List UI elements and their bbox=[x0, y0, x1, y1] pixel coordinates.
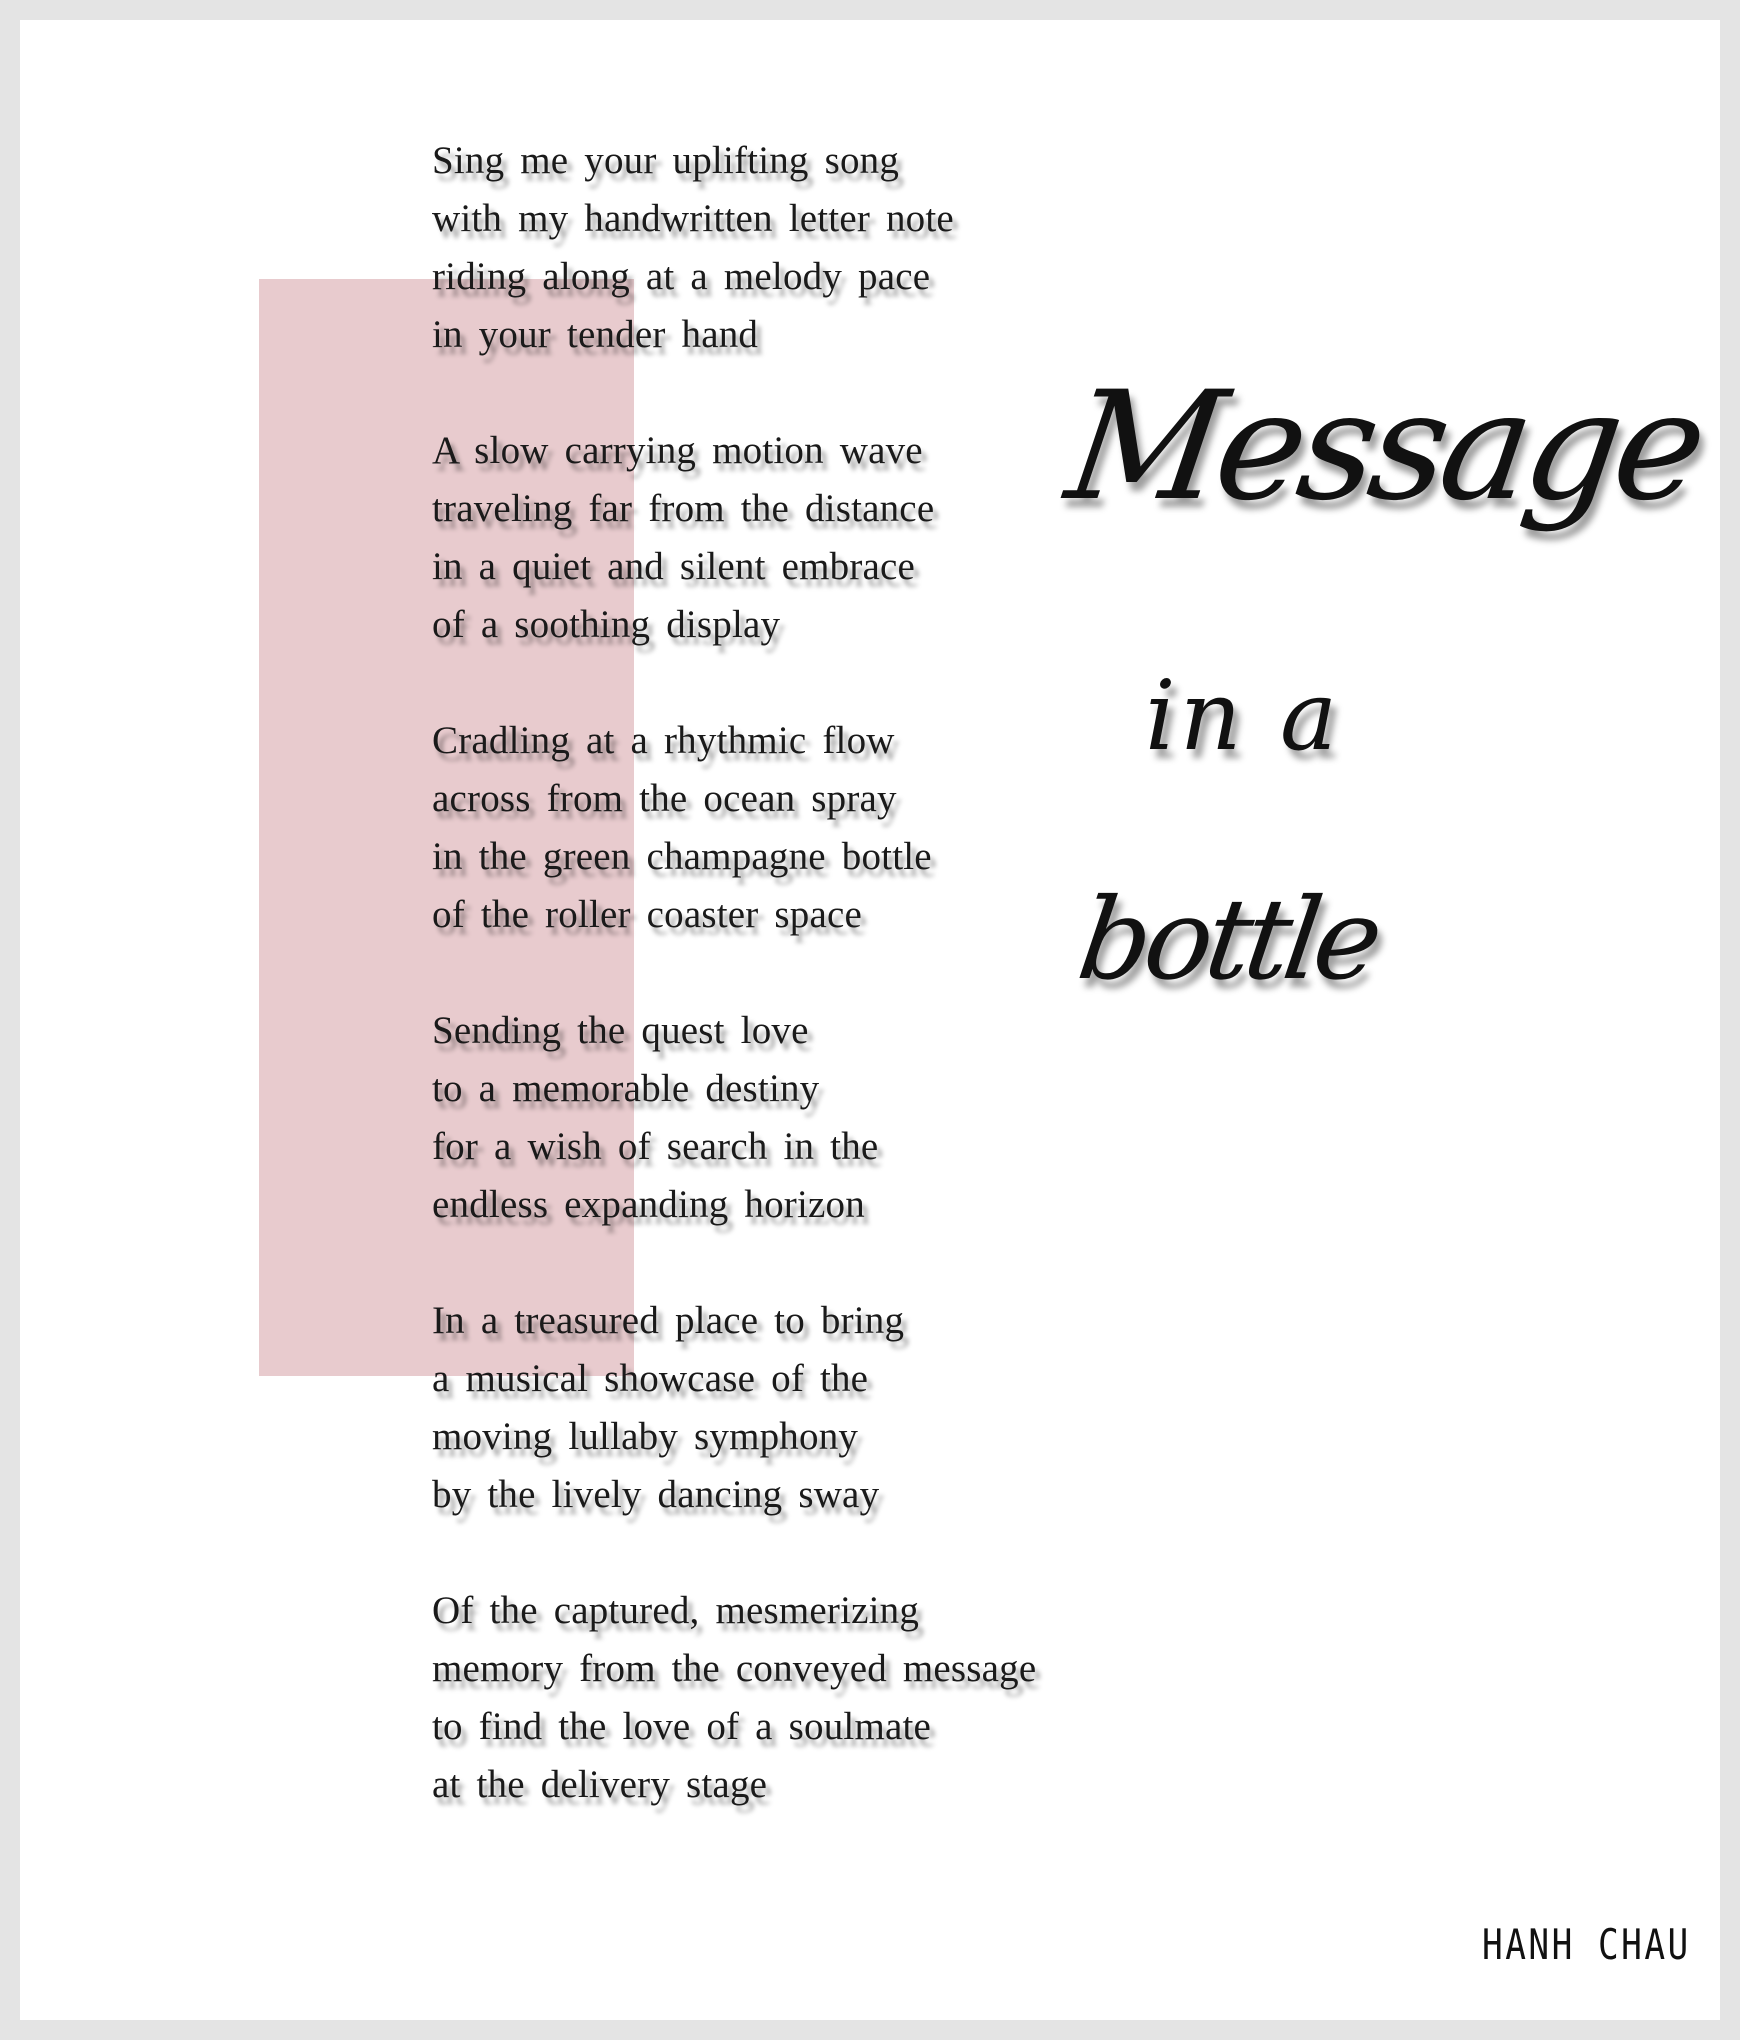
poem-line: in a quiet and silent embrace bbox=[432, 545, 916, 588]
poem-line: with my handwritten letter note bbox=[432, 197, 954, 240]
poem-line: in your tender hand bbox=[432, 313, 759, 356]
stanza-4 bbox=[432, 1002, 1052, 1234]
stanza-2 bbox=[432, 422, 1052, 654]
poem-line: Of the captured, mesmerizing bbox=[432, 1589, 920, 1632]
poem-line: riding along at a melody pace bbox=[432, 255, 931, 298]
poem-line: in the green champagne bottle bbox=[432, 835, 932, 878]
poem-line: Cradling at a rhythmic flow bbox=[432, 719, 895, 762]
poem-body bbox=[432, 132, 1052, 1872]
author-signature: HANH CHAU bbox=[1482, 1920, 1691, 1969]
poem-line: Sing me your uplifting song bbox=[432, 139, 900, 182]
poem-line: moving lullaby symphony bbox=[432, 1415, 859, 1458]
poem-line: A slow carrying motion wave bbox=[432, 429, 923, 472]
title-line-in-a: in a bbox=[1145, 660, 1342, 772]
poem-line: endless expanding horizon bbox=[432, 1183, 865, 1226]
poem-line: by the lively dancing sway bbox=[432, 1473, 880, 1516]
poem-line: to find the love of a soulmate bbox=[432, 1705, 932, 1748]
title-line-bottle: bottle bbox=[1070, 875, 1385, 1005]
title-line-message: Message bbox=[1057, 360, 1711, 534]
poem-line: at the delivery stage bbox=[432, 1763, 768, 1806]
poem-line: a musical showcase of the bbox=[432, 1357, 869, 1400]
poster-sheet bbox=[20, 20, 1720, 2020]
stanza-1 bbox=[432, 132, 1052, 364]
poem-line: to a memorable destiny bbox=[432, 1067, 820, 1110]
poem-line: of a soothing display bbox=[432, 603, 781, 646]
poem-line: In a treasured place to bring bbox=[432, 1299, 905, 1342]
poem-line: traveling far from the distance bbox=[432, 487, 935, 530]
poem-line: across from the ocean spray bbox=[432, 777, 897, 820]
poem-line: Sending the quest love bbox=[432, 1009, 809, 1052]
stanza-5 bbox=[432, 1292, 1052, 1524]
poem-line: for a wish of search in the bbox=[432, 1125, 879, 1168]
stanza-6 bbox=[432, 1582, 1052, 1814]
poem-line: memory from the conveyed message bbox=[432, 1647, 1037, 1690]
poem-line: of the roller coaster space bbox=[432, 893, 863, 936]
stanza-3 bbox=[432, 712, 1052, 944]
